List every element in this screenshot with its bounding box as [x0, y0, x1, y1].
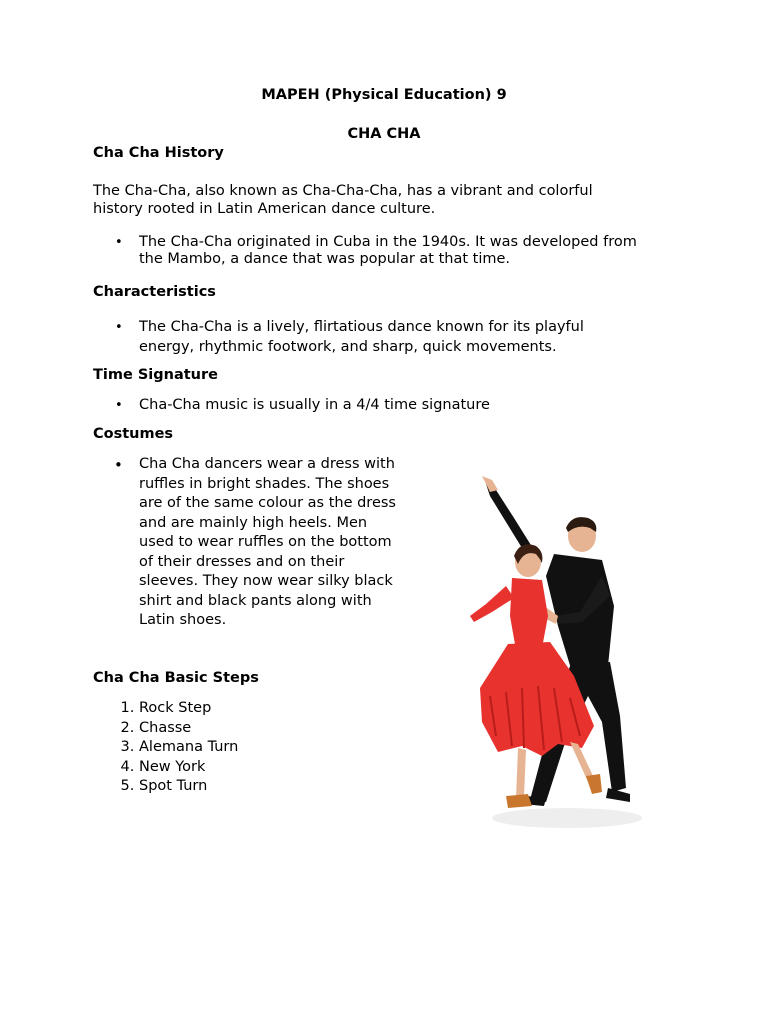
bullet-dot: • — [115, 398, 123, 413]
subject-title: MAPEH (Physical Education) 9 — [261, 87, 507, 103]
time-signature-bullet: Cha-Cha music is usually in a 4/4 time signature — [139, 397, 490, 413]
costumes-heading: Costumes — [93, 426, 174, 442]
bullet-dot: • — [115, 320, 123, 335]
costumes-line: used to wear ruffles on the bottom — [139, 534, 392, 550]
costumes-line: and are mainly high heels. Men — [139, 514, 368, 531]
topic-title: CHA CHA — [347, 126, 421, 142]
history-bullet-line-2: the Mambo, a dance that was popular at that time. — [139, 251, 511, 267]
basic-steps-list — [93, 699, 238, 797]
history-paragraph-line-1: The Cha-Cha, also known as Cha-Cha-Cha, has a vibrant and colorful — [93, 183, 593, 199]
floor-shadow — [492, 808, 642, 828]
list-item: 4. New York — [139, 758, 238, 778]
list-item: 3. Alemana Turn — [139, 738, 238, 758]
costumes-line: of their dresses and on their — [139, 553, 345, 570]
history-bullet-line-1: The Cha-Cha originated in Cuba in the 1940s. It was developed from — [139, 234, 637, 250]
bullet-dot: • — [115, 235, 123, 250]
costumes-line: Latin shoes. — [139, 612, 227, 628]
dancers-photo — [462, 466, 642, 836]
costumes-line: ruffles in bright shades. The shoes — [139, 475, 390, 492]
bullet-dot: • — [114, 456, 123, 474]
costumes-line: sleeves. They now wear silky black — [139, 573, 393, 589]
history-heading: Cha Cha History — [93, 145, 224, 161]
woman-shoe — [506, 794, 532, 808]
woman-arm — [470, 586, 514, 622]
basic-steps-heading: Cha Cha Basic Steps — [93, 670, 259, 686]
costumes-line: Cha Cha dancers wear a dress with — [139, 456, 395, 472]
woman-shoe — [586, 774, 602, 794]
costumes-text — [139, 455, 396, 631]
characteristics-bullet-line-2: energy, rhythmic footwork, and sharp, quick movements. — [139, 339, 557, 355]
characteristics-heading: Characteristics — [93, 284, 216, 300]
list-item: 2. Chasse — [139, 719, 238, 739]
costumes-line: are of the same colour as the dress — [139, 495, 396, 511]
list-item: 1. Rock Step — [139, 699, 238, 719]
history-paragraph-line-2: history rooted in Latin American dance culture. — [93, 201, 436, 217]
man-hand — [482, 476, 498, 492]
woman-leg — [516, 748, 526, 798]
woman-dress-bodice — [510, 578, 548, 650]
characteristics-bullet-line-1: The Cha-Cha is a lively, flirtatious dance known for its playful — [139, 319, 584, 335]
costumes-line: shirt and black pants along with — [139, 592, 372, 609]
list-item: 5. Spot Turn — [139, 777, 238, 797]
time-signature-heading: Time Signature — [93, 367, 218, 383]
